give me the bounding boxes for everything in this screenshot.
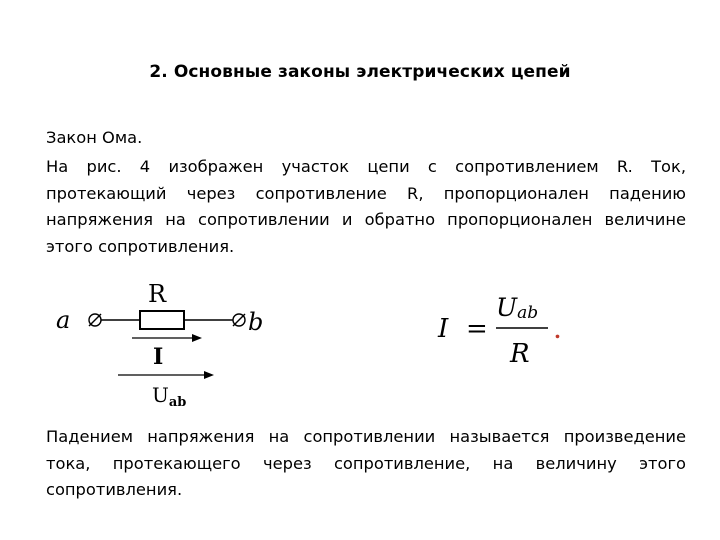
voltage-arrow bbox=[118, 371, 214, 379]
formula-equals: = bbox=[466, 314, 488, 344]
node-b-label: b bbox=[248, 308, 264, 336]
formula-numerator: Uab bbox=[496, 293, 539, 323]
current-label: I bbox=[153, 344, 164, 370]
law-heading: Закон Ома. bbox=[46, 128, 143, 147]
circuit-diagram bbox=[40, 278, 290, 412]
formula-trailing-dot: . bbox=[554, 319, 561, 343]
node-a-label: a bbox=[56, 306, 71, 334]
voltage-label: $U_{ab}$ bbox=[152, 383, 187, 410]
terminal-b bbox=[233, 314, 245, 326]
formula-lhs: I bbox=[438, 314, 449, 344]
slide-title: 2. Основные законы электрических цепей bbox=[149, 62, 571, 82]
formula-denominator: R bbox=[510, 339, 530, 369]
terminal-a bbox=[89, 314, 101, 326]
resistor-symbol bbox=[140, 311, 184, 329]
resistor-label: R bbox=[148, 280, 167, 308]
current-arrow bbox=[132, 334, 202, 342]
ohms-law-formula bbox=[432, 288, 582, 378]
voltage-drop-definition: Падением напряжения на сопротивлении называется произведение тока, протекающего через сопротивление, на величину этого сопротивления. bbox=[46, 427, 686, 499]
law-description: На рис. 4 изображен участок цепи с сопротивлением R. Ток, протекающий через сопротивление R, пропорционален падению напряжения на сопротивлении и обратно пропорционален величине этого сопротивления. bbox=[46, 157, 686, 256]
